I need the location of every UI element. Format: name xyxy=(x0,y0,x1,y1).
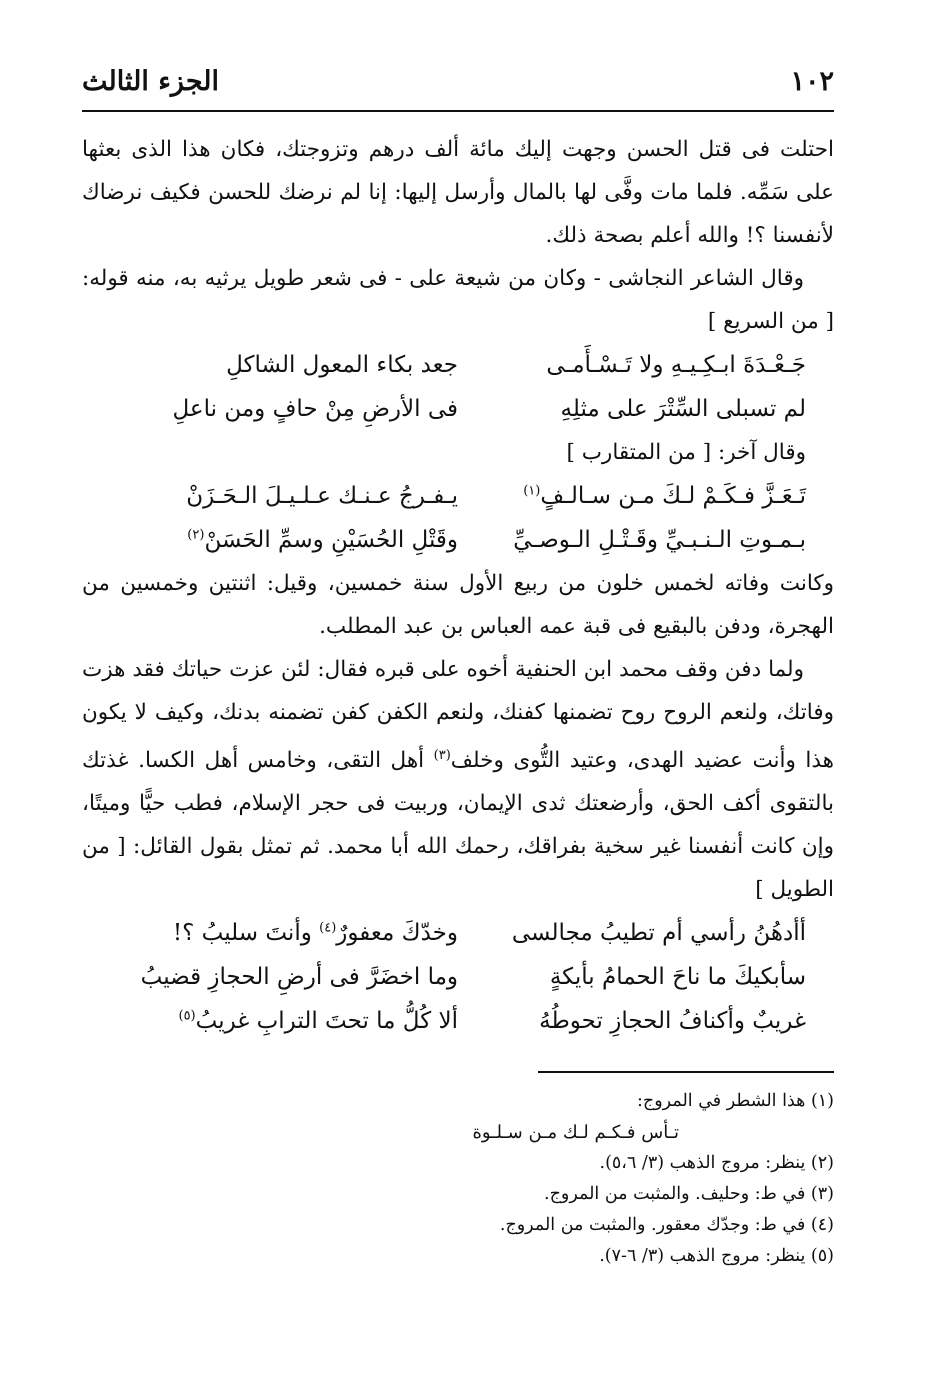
paragraph: وقال الشاعر النجاشى - وكان من شيعة على - فى شعر طويل يرثيه به، منه قوله: [ من السريع ] xyxy=(82,266,834,334)
verse-text: وأنتَ سليبُ ؟! xyxy=(172,920,320,947)
header-rule xyxy=(82,110,834,112)
verse-text: يـفـرجُ عـنـك عـلـيـلَ الـحَـزَنْ xyxy=(186,483,458,509)
verse-second-hemistich: جعد بكاء المعول الشاكلِ xyxy=(226,352,458,378)
footnote-marker: (٥) xyxy=(178,1008,196,1024)
poem-verse xyxy=(82,518,834,562)
paragraph: وكانت وفاته لخمس خلون من ربيع الأول سنة خمسين، وقيل: اثنتين وخمسين من الهجرة، ودفن بالبقيع فى قبة عمه العباس بن عبد المطلب. xyxy=(82,571,834,639)
page-header xyxy=(82,58,834,104)
poem-intro xyxy=(82,431,834,474)
footnote-rule xyxy=(538,1071,834,1073)
poem-verse xyxy=(82,387,834,431)
footnote: (١) هذا الشطر في المروج: xyxy=(637,1091,834,1111)
poem-verse xyxy=(82,911,834,955)
poem-intro-text: وقال آخر: [ من المتقارب ] xyxy=(566,440,806,465)
footnote-marker: (٢) xyxy=(187,527,205,543)
paragraph xyxy=(82,648,834,911)
page-number: ١٠٢ xyxy=(790,65,834,97)
verse-text: بـمـوتِ الـنـبـيِّ وقَـتْـلِ الـوصـيِّ xyxy=(513,527,806,553)
verse-second-hemistich xyxy=(82,1008,464,1034)
section-title: الجزء الثالث xyxy=(82,65,219,97)
footnote-marker: (٤) xyxy=(319,920,337,936)
main-text xyxy=(82,128,834,1043)
footnote: (٣) في ط: وحليف. والمثبت من المروج. xyxy=(544,1184,834,1204)
footnotes xyxy=(82,1086,834,1272)
verse-second-hemistich xyxy=(82,920,464,946)
verse-first-hemistich: سأبكيكَ ما ناحَ الحمامُ بأيكةٍ xyxy=(549,964,806,991)
verse-first-hemistich: غريبٌ وأكنافُ الحجازِ تحوطُهُ xyxy=(539,1008,806,1035)
verse-text: وقَتْلِ الحُسَيْنِ وسمِّ الحَسَنْ xyxy=(204,527,458,553)
verse-second-hemistich: وما اخضَرَّ فى أرضِ الحجازِ قضيبُ xyxy=(140,964,458,991)
paragraph-text: أهل التقى، وخامس أهل الكسا. غذتك بالتقوى أكف الحق، وأرضعتك ثدى الإيمان، وربيت فى حجر الإسلام، فطب حيًّا وميتًا، وإن كانت أنفسنا غير سخية بفراقك، رحمك الله أبا محمد. ثم تمثل بقول القائل: [ من الطويل ] xyxy=(82,748,834,903)
verse-first-hemistich: جَـعْـدَةَ ابـكِـيـهِ ولا تَـسْـأَمـى xyxy=(546,352,806,378)
footnote: (٢) ينظر: مروج الذهب (٣/ ٥،٦). xyxy=(599,1153,834,1173)
verse-first-hemistich xyxy=(464,483,834,509)
footnote: (٥) ينظر: مروج الذهب (٣/ ٦-٧). xyxy=(599,1246,834,1266)
poem-verse xyxy=(82,999,834,1043)
footnote-marker: (١) xyxy=(523,483,541,499)
poem xyxy=(82,911,834,1043)
footnote-marker: (٣) xyxy=(433,748,451,763)
verse-second-hemistich xyxy=(82,527,464,553)
paragraph: احتلت فى قتل الحسن وجهت إليك مائة ألف درهم وتزوجتك، فكان هذا الذى بعثها على سَمِّه. فلما مات وفَّى لها بالمال وأرسل إليها: إنا لم نرضك للحسن فكيف نرضاك لأنفسنا ؟! والله أعلم بصحة ذلك. xyxy=(82,137,834,248)
verse-text: تَـعَـزَّ فـكَـمْ لـكَ مـن سـالـفٍ xyxy=(540,483,806,509)
verse-text: وخدّكَ معفورٌ xyxy=(336,920,458,947)
verse-second-hemistich: فى الأرضِ مِنْ حافٍ ومن ناعلِ xyxy=(172,396,458,422)
verse-second-hemistich xyxy=(82,483,464,509)
verse-first-hemistich: أأدهُنُ رأسي أم تطيبُ مجالسى xyxy=(511,920,806,947)
verse-first-hemistich: لم تسبلى السِّتْرَ على مثلِهِ xyxy=(560,396,806,422)
footnote-quote: تـأس فـكـم لـك مـن سـلـوة xyxy=(472,1122,679,1143)
poem-verse xyxy=(82,955,834,999)
verse-first-hemistich xyxy=(464,527,834,553)
poem-verse xyxy=(82,343,834,387)
poem xyxy=(82,343,834,431)
poem-verse xyxy=(82,474,834,518)
footnote: (٤) في ط: وجدّك معقور. والمثبت من المروج. xyxy=(499,1215,834,1235)
poem xyxy=(82,474,834,562)
paragraph-text: ولما دفن وقف محمد ابن الحنفية أخوه على قبره فقال: لئن عزت حياتك فقد هزت وفاتك، ولنعم الروح روح تضمنها كفنك، ولنعم الكفن كفن تضمنه بدنك، وكيف لا يكون هذا وأنت عضيد الهدى، وعتيد التُّوى وخلف xyxy=(82,657,834,774)
verse-text: ألا كُلُّ ما تحتَ الترابِ غريبُ xyxy=(195,1008,458,1035)
